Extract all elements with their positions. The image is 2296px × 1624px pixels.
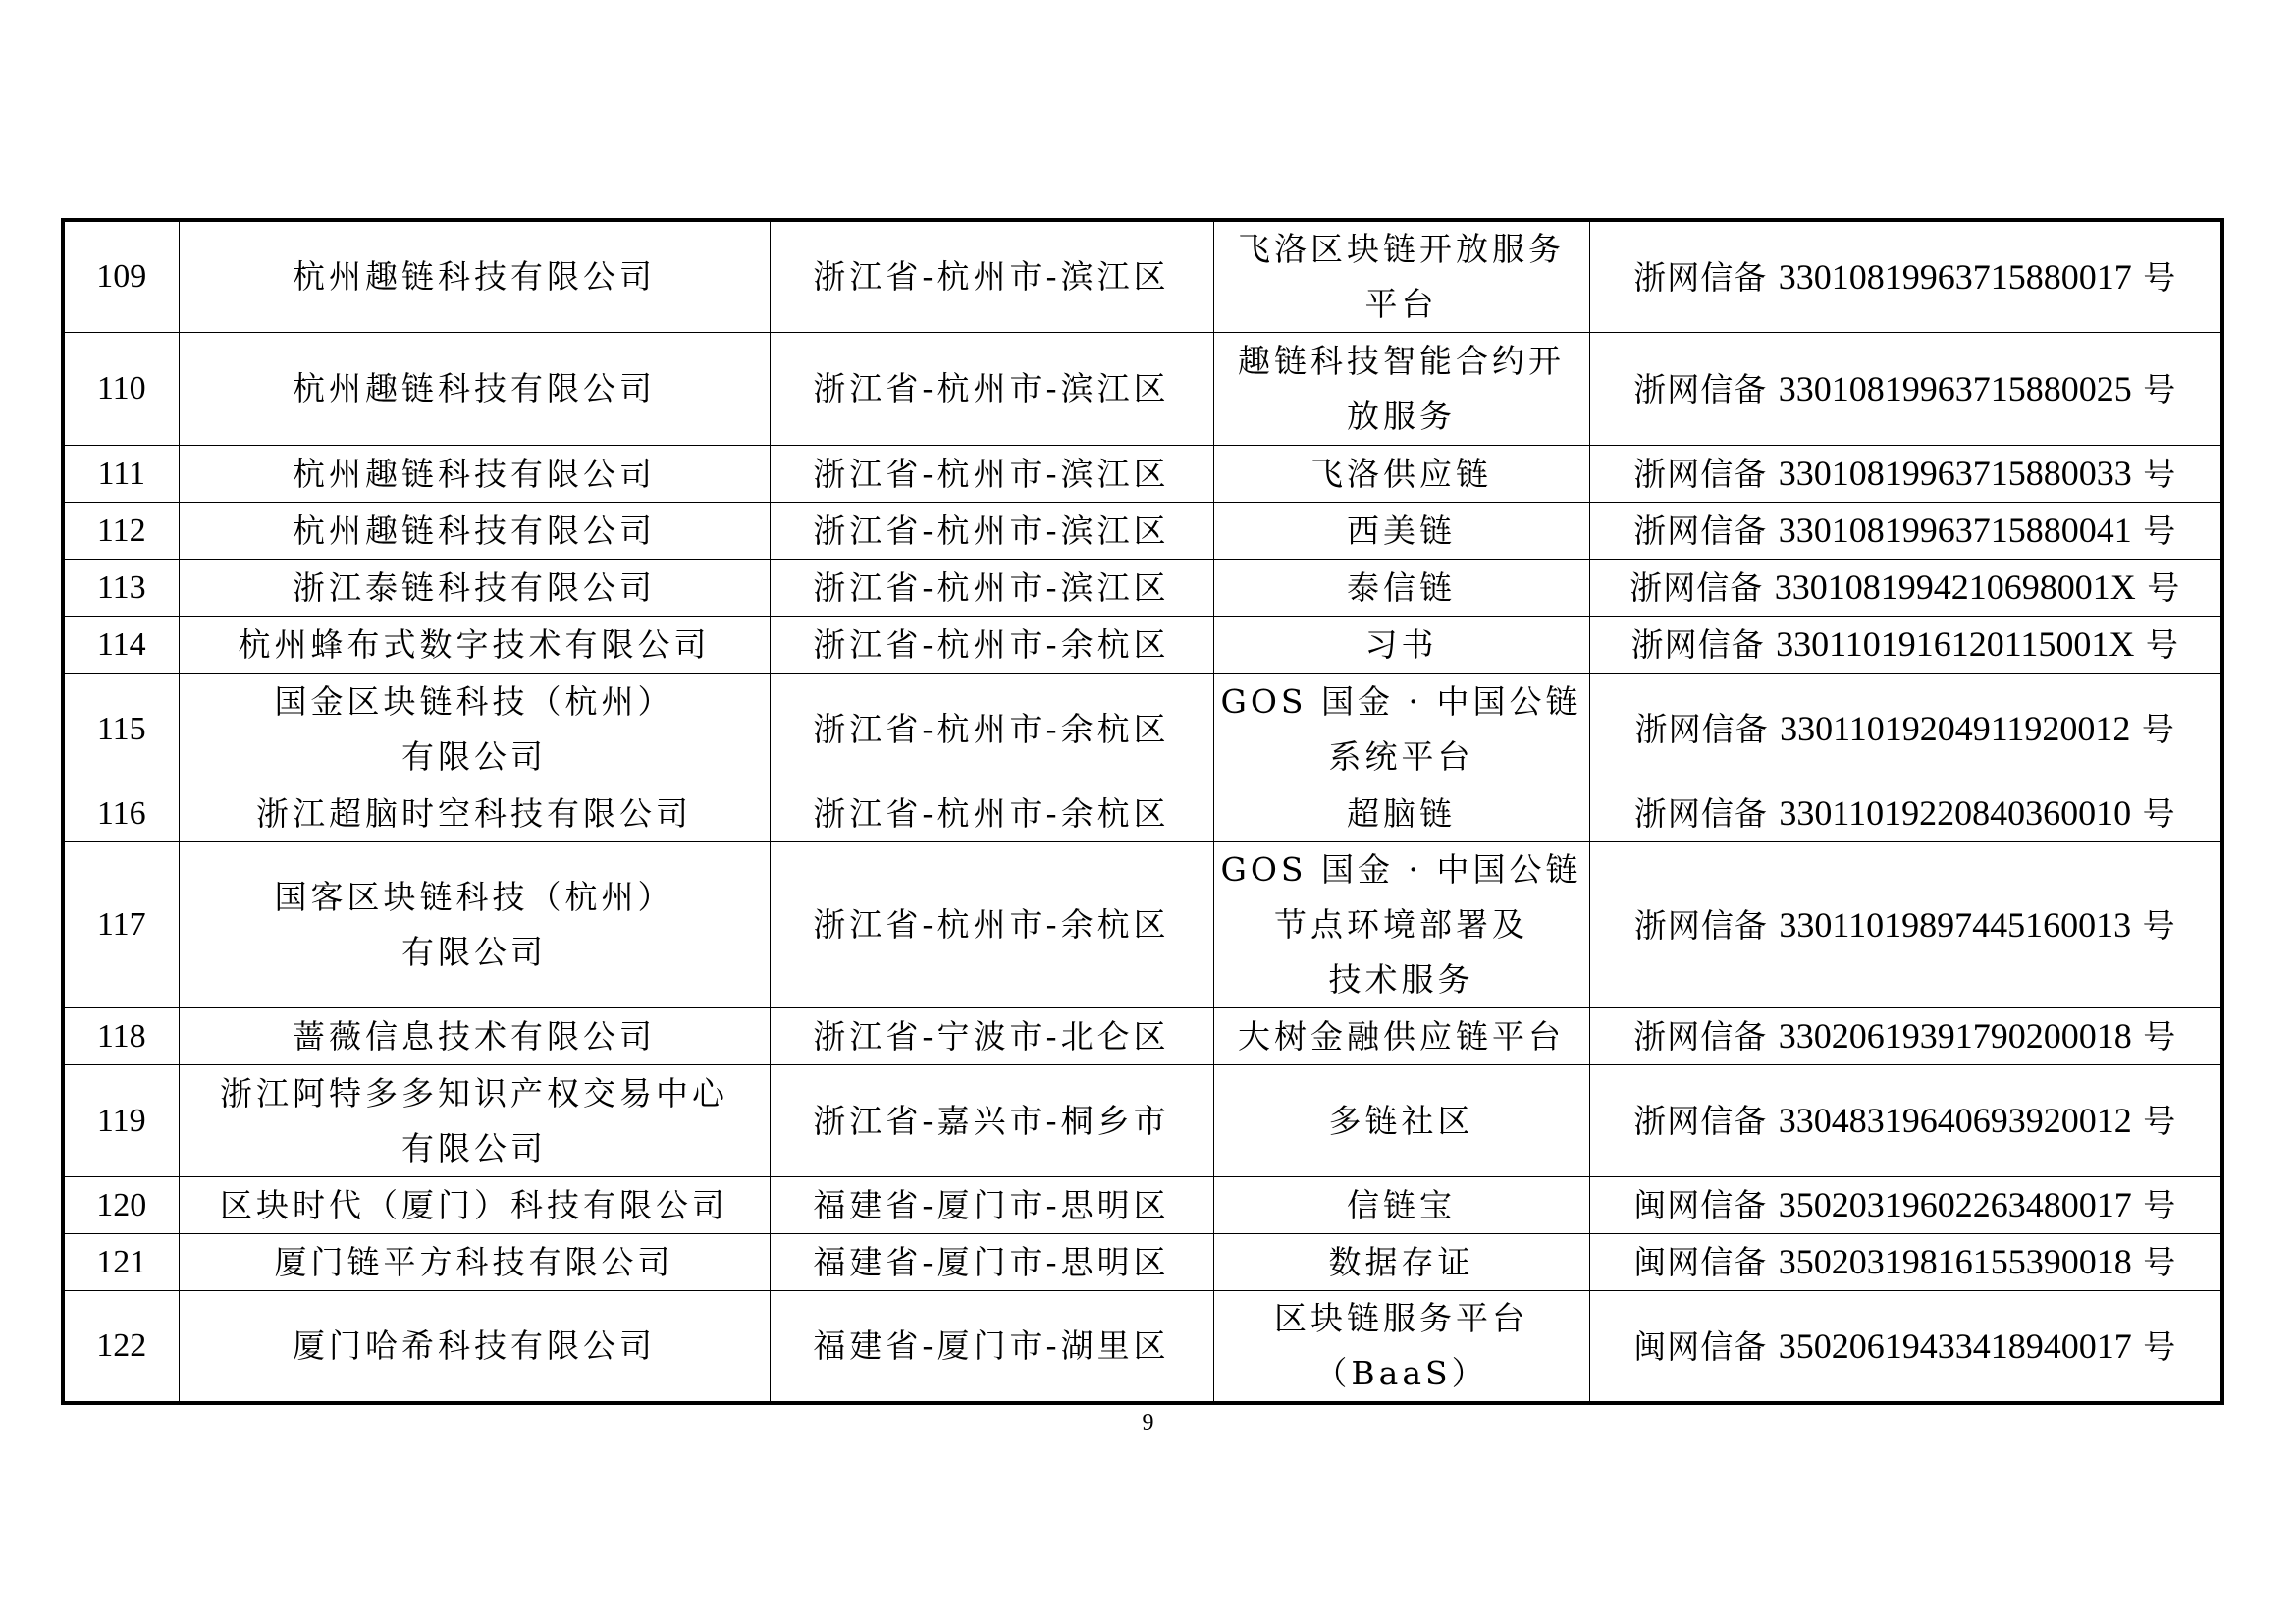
company-name-cell xyxy=(179,446,770,503)
table-row xyxy=(63,446,2222,503)
table-row xyxy=(63,1234,2222,1291)
location-cell: 浙江省-杭州市-滨江区 xyxy=(770,220,1213,333)
location-cell: 浙江省-杭州市-余杭区 xyxy=(770,617,1213,674)
row-index-cell: 111 xyxy=(63,446,179,503)
company-name-cell xyxy=(179,1234,770,1291)
company-name-line: 杭州趣链科技有限公司 xyxy=(293,454,656,493)
filing-prefix: 浙网信备 xyxy=(1633,369,1768,408)
location-cell: 浙江省-杭州市-滨江区 xyxy=(770,560,1213,617)
location-cell: 浙江省-杭州市-余杭区 xyxy=(770,842,1213,1008)
company-name-line: 蔷薇信息技术有限公司 xyxy=(293,1016,656,1056)
service-name-cell xyxy=(1213,674,1589,785)
service-name-line: 技术服务 xyxy=(1328,960,1474,999)
table-body xyxy=(63,220,2222,1403)
location-cell: 浙江省-宁波市-北仑区 xyxy=(770,1008,1213,1065)
row-index-cell: 120 xyxy=(63,1177,179,1234)
filing-suffix: 号 xyxy=(2143,512,2177,550)
filing-prefix: 闽网信备 xyxy=(1633,1326,1768,1366)
filing-number: 33010819963715880017 xyxy=(1778,256,2132,297)
filing-suffix: 号 xyxy=(2143,1102,2177,1140)
filing-number-cell xyxy=(1589,785,2222,842)
company-name-line: 国客区块链科技（杭州） xyxy=(274,878,674,916)
filing-number-cell xyxy=(1589,503,2222,560)
filing-suffix: 号 xyxy=(2143,1326,2177,1366)
filing-prefix: 浙网信备 xyxy=(1633,1102,1768,1140)
location-cell: 福建省-厦门市-思明区 xyxy=(770,1234,1213,1291)
row-index-cell: 114 xyxy=(63,617,179,674)
filing-number-cell xyxy=(1589,1177,2222,1234)
table-row xyxy=(63,842,2222,1008)
filing-prefix: 浙网信备 xyxy=(1633,1017,1768,1056)
filing-suffix: 号 xyxy=(2143,1017,2177,1056)
filing-number: 35020619433418940017 xyxy=(1778,1326,2132,1366)
company-name-cell xyxy=(179,617,770,674)
service-name-line: 超脑链 xyxy=(1347,793,1456,833)
row-index-cell: 110 xyxy=(63,333,179,446)
location-cell: 福建省-厦门市-思明区 xyxy=(770,1177,1213,1234)
company-name-cell xyxy=(179,1291,770,1404)
row-index-cell: 119 xyxy=(63,1065,179,1177)
row-index-cell: 122 xyxy=(63,1291,179,1404)
service-name-line: 泰信链 xyxy=(1347,568,1456,607)
filing-suffix: 号 xyxy=(2143,257,2177,297)
filing-number-cell xyxy=(1589,446,2222,503)
company-name-line: 厦门链平方科技有限公司 xyxy=(274,1242,674,1281)
service-name-line: 趣链科技智能合约开 xyxy=(1238,342,1565,380)
table-row xyxy=(63,503,2222,560)
company-name-cell xyxy=(179,1008,770,1065)
table-row xyxy=(63,1177,2222,1234)
service-name-cell xyxy=(1213,446,1589,503)
filing-number-cell xyxy=(1589,674,2222,785)
service-name-line: 平台 xyxy=(1364,285,1438,323)
row-index-cell: 121 xyxy=(63,1234,179,1291)
service-name-line: GOS 国金 · 中国公链 xyxy=(1220,850,1582,889)
filing-number: 33011019204911920012 xyxy=(1780,709,2131,748)
service-name-line: 习书 xyxy=(1364,624,1438,664)
company-name-cell xyxy=(179,503,770,560)
company-name-cell xyxy=(179,1065,770,1177)
company-name-line: 浙江超脑时空科技有限公司 xyxy=(256,793,692,833)
service-name-line: 信链宝 xyxy=(1347,1185,1456,1224)
filing-number: 33010819963715880041 xyxy=(1778,511,2132,550)
filing-prefix: 浙网信备 xyxy=(1629,568,1764,607)
company-name-line: 区块时代（厦门）科技有限公司 xyxy=(220,1185,728,1224)
company-name-line: 有限公司 xyxy=(401,1128,547,1167)
location-cell: 浙江省-杭州市-余杭区 xyxy=(770,785,1213,842)
row-index-cell: 115 xyxy=(63,674,179,785)
location-cell: 浙江省-杭州市-滨江区 xyxy=(770,446,1213,503)
filing-number: 33011019897445160013 xyxy=(1779,904,2132,945)
company-name-line: 杭州蜂布式数字技术有限公司 xyxy=(238,624,711,664)
service-name-line: 大树金融供应链平台 xyxy=(1238,1016,1565,1056)
company-name-line: 浙江泰链科技有限公司 xyxy=(293,568,656,607)
company-name-line: 厦门哈希科技有限公司 xyxy=(293,1326,656,1365)
filing-number-cell xyxy=(1589,1065,2222,1177)
company-name-line: 杭州趣链科技有限公司 xyxy=(293,511,656,550)
filing-prefix: 闽网信备 xyxy=(1633,1243,1768,1281)
filing-number: 35020319602263480017 xyxy=(1778,1185,2132,1224)
company-name-cell xyxy=(179,220,770,333)
service-name-cell xyxy=(1213,1177,1589,1234)
service-name-line: 西美链 xyxy=(1347,511,1456,550)
service-name-line: GOS 国金 · 中国公链 xyxy=(1220,681,1582,721)
service-name-line: （BaaS） xyxy=(1314,1354,1488,1392)
filing-number: 35020319816155390018 xyxy=(1778,1242,2132,1281)
filing-prefix: 闽网信备 xyxy=(1633,1186,1768,1224)
service-name-cell xyxy=(1213,785,1589,842)
company-name-cell xyxy=(179,333,770,446)
company-name-cell xyxy=(179,785,770,842)
table-row xyxy=(63,785,2222,842)
service-name-line: 区块链服务平台 xyxy=(1274,1299,1528,1337)
filing-number-cell xyxy=(1589,617,2222,674)
filing-suffix: 号 xyxy=(2143,455,2177,493)
filing-suffix: 号 xyxy=(2143,369,2177,408)
service-name-cell xyxy=(1213,1065,1589,1177)
row-index-cell: 109 xyxy=(63,220,179,333)
filing-number: 33020619391790200018 xyxy=(1778,1016,2132,1056)
filing-number-cell xyxy=(1589,842,2222,1008)
row-index-cell: 117 xyxy=(63,842,179,1008)
table-row xyxy=(63,674,2222,785)
filing-prefix: 浙网信备 xyxy=(1633,455,1768,493)
location-cell: 浙江省-杭州市-滨江区 xyxy=(770,503,1213,560)
filing-number-cell xyxy=(1589,560,2222,617)
row-index-cell: 112 xyxy=(63,503,179,560)
service-name-cell xyxy=(1213,220,1589,333)
location-cell: 浙江省-嘉兴市-桐乡市 xyxy=(770,1065,1213,1177)
service-name-line: 数据存证 xyxy=(1328,1242,1474,1281)
table-row xyxy=(63,560,2222,617)
table-row xyxy=(63,220,2222,333)
service-name-cell xyxy=(1213,333,1589,446)
filing-prefix: 浙网信备 xyxy=(1633,905,1768,945)
company-name-cell xyxy=(179,674,770,785)
filing-number-cell xyxy=(1589,1234,2222,1291)
company-name-line: 杭州趣链科技有限公司 xyxy=(293,369,656,407)
service-name-line: 系统平台 xyxy=(1328,736,1474,776)
filing-number-cell xyxy=(1589,1291,2222,1404)
company-name-line: 有限公司 xyxy=(401,736,547,776)
filing-suffix: 号 xyxy=(2143,1243,2177,1281)
filing-number-cell xyxy=(1589,1008,2222,1065)
filing-number: 33010819963715880025 xyxy=(1778,368,2132,408)
service-name-cell xyxy=(1213,560,1589,617)
filing-number: 33010819963715880033 xyxy=(1778,454,2132,493)
table-row xyxy=(63,1065,2222,1177)
table-row xyxy=(63,333,2222,446)
service-name-line: 飞洛供应链 xyxy=(1310,454,1492,493)
filing-number: 3301101916120115001X xyxy=(1776,624,2135,664)
blockchain-service-registry-table xyxy=(61,218,2224,1405)
filing-prefix: 浙网信备 xyxy=(1634,710,1769,748)
service-name-line: 多链社区 xyxy=(1328,1101,1474,1140)
filing-suffix: 号 xyxy=(2142,905,2176,945)
filing-prefix: 浙网信备 xyxy=(1633,794,1768,833)
service-name-line: 节点环境部署及 xyxy=(1274,905,1528,944)
row-index-cell: 113 xyxy=(63,560,179,617)
location-cell: 浙江省-杭州市-滨江区 xyxy=(770,333,1213,446)
filing-prefix: 浙网信备 xyxy=(1633,257,1768,297)
table-row xyxy=(63,1008,2222,1065)
company-name-cell xyxy=(179,842,770,1008)
company-name-cell xyxy=(179,560,770,617)
service-name-cell xyxy=(1213,1234,1589,1291)
company-name-cell xyxy=(179,1177,770,1234)
location-cell: 福建省-厦门市-湖里区 xyxy=(770,1291,1213,1404)
row-index-cell: 118 xyxy=(63,1008,179,1065)
page-number: 9 xyxy=(1142,1410,1154,1435)
service-name-cell xyxy=(1213,1008,1589,1065)
filing-number: 3301081994210698001X xyxy=(1774,568,2136,607)
filing-prefix: 浙网信备 xyxy=(1630,625,1765,664)
row-index-cell: 116 xyxy=(63,785,179,842)
filing-suffix: 号 xyxy=(2141,710,2175,748)
service-name-cell xyxy=(1213,1291,1589,1404)
table-row xyxy=(63,1291,2222,1404)
filing-prefix: 浙网信备 xyxy=(1633,512,1768,550)
filing-number: 33011019220840360010 xyxy=(1779,793,2132,833)
filing-number-cell xyxy=(1589,333,2222,446)
company-name-line: 有限公司 xyxy=(401,933,547,971)
filing-suffix: 号 xyxy=(2142,794,2176,833)
service-name-line: 放服务 xyxy=(1347,397,1456,435)
service-name-cell xyxy=(1213,503,1589,560)
filing-number: 33048319640693920012 xyxy=(1778,1101,2132,1140)
company-name-line: 浙江阿特多多知识产权交易中心 xyxy=(220,1073,728,1112)
company-name-line: 国金区块链科技（杭州） xyxy=(274,681,674,721)
service-name-line: 飞洛区块链开放服务 xyxy=(1238,230,1565,268)
table-row xyxy=(63,617,2222,674)
filing-suffix: 号 xyxy=(2143,1186,2177,1224)
filing-suffix: 号 xyxy=(2147,568,2181,607)
service-name-cell xyxy=(1213,842,1589,1008)
service-name-cell xyxy=(1213,617,1589,674)
company-name-line: 杭州趣链科技有限公司 xyxy=(293,257,656,296)
filing-suffix: 号 xyxy=(2145,625,2179,664)
location-cell: 浙江省-杭州市-余杭区 xyxy=(770,674,1213,785)
filing-number-cell xyxy=(1589,220,2222,333)
